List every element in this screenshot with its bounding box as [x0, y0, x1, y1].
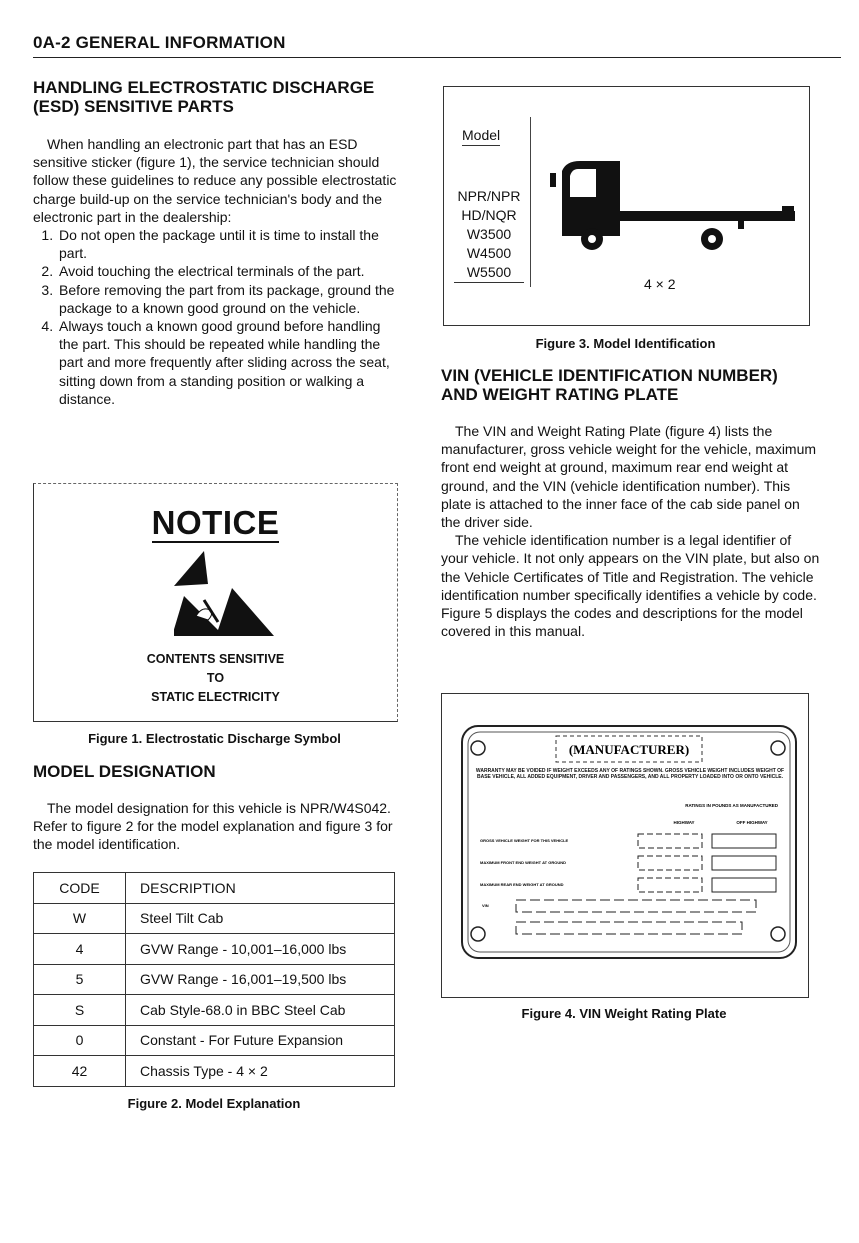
table-row	[34, 995, 395, 1026]
esd-heading	[33, 78, 403, 116]
figure4-caption: Figure 4. VIN Weight Rating Plate	[521, 1006, 727, 1021]
vin-heading	[441, 366, 821, 404]
esd-step: 2. Avoid touching the electrical terminals of the part.	[57, 262, 403, 280]
model-item: NPR/NPR	[457, 188, 521, 204]
esd-step: 1. Do not open the package until it is time to install the part.	[57, 226, 403, 262]
figure1-caption: Figure 1. Electrostatic Discharge Symbol	[88, 731, 341, 746]
esd-step: 3. Before removing the part from its package, ground the package to a known good ground on the vehicle.	[57, 281, 403, 317]
table-header-code: CODE	[34, 873, 126, 904]
model-label	[462, 127, 500, 143]
code-cell: 42	[34, 1056, 126, 1087]
plate-vin-label: VIN	[482, 903, 489, 908]
code-cell: S	[34, 995, 126, 1026]
model-list	[454, 187, 524, 283]
esd-hand-warning-icon	[174, 546, 274, 638]
header-rule	[33, 57, 841, 58]
vin-heading-line1: VIN (VEHICLE IDENTIFICATION NUMBER)	[441, 366, 778, 385]
description-cell: Chassis Type - 4 × 2	[126, 1056, 395, 1087]
notice-caption-line3: STATIC ELECTRICITY	[151, 690, 280, 704]
notice-title-text: NOTICE	[151, 504, 280, 541]
vin-para2: The vehicle identification number is a legal identifier of your vehicle. It not only appears on the VIN plate, but also on the Vehicle Certificates of Title and Registration. The vehicle identification number specifically identifies a vehicle by code. Figure 5 displays the codes and descriptions for the model covered in this manual.	[441, 532, 820, 640]
model-item: W3500	[466, 226, 512, 242]
notice-title	[34, 504, 397, 542]
esd-heading-line2: (ESD) SENSITIVE PARTS	[33, 97, 234, 116]
esd-step: 4. Always touch a known good ground before handling the part. This should be repeated while handling the part and more frequently after sliding across the seat, sitting down from a standing position or walking a distance.	[57, 317, 403, 408]
model-item: W4500	[466, 245, 512, 261]
model-designation-heading: MODEL DESIGNATION	[33, 762, 216, 781]
truck-illustration-icon	[542, 151, 797, 251]
model-code-table	[33, 872, 395, 1087]
rivet-icon	[771, 927, 785, 941]
plate-highway: HIGHWAY	[673, 820, 695, 825]
notice-caption-line1: CONTENTS SENSITIVE	[146, 652, 285, 666]
description-cell: GVW Range - 10,001–16,000 lbs	[126, 934, 395, 965]
figure3-caption: Figure 3. Model Identification	[535, 336, 716, 351]
esd-heading-line1: HANDLING ELECTROSTATIC DISCHARGE	[33, 78, 375, 97]
plate-row2: MAXIMUM FRONT END WEIGHT AT GROUND	[480, 860, 566, 865]
model-designation-section	[33, 762, 403, 854]
model-item: W5500	[454, 263, 524, 283]
esd-steps	[33, 226, 403, 408]
model-identification-figure	[443, 86, 810, 326]
code-cell: W	[34, 903, 126, 934]
vin-heading-line2: AND WEIGHT RATING PLATE	[441, 385, 679, 404]
rivet-icon	[471, 741, 485, 755]
table-row	[34, 903, 395, 934]
page-header	[33, 33, 833, 58]
rivet-icon	[771, 741, 785, 755]
model-item: HD/NQR	[461, 207, 517, 223]
table-row	[34, 934, 395, 965]
model-designation-text: The model designation for this vehicle is NPR/W4S042. Refer to figure 2 for the model explanation and figure 3 for the model identification.	[33, 800, 393, 853]
description-cell: Constant - For Future Expansion	[126, 1025, 395, 1056]
description-cell: Steel Tilt Cab	[126, 903, 395, 934]
notice-caption-line2: TO	[206, 671, 225, 685]
left-column	[33, 78, 403, 408]
vin-para1: The VIN and Weight Rating Plate (figure 4) lists the manufacturer, gross vehicle weight for the vehicle, maximum front end weight at ground, maximum rear end weight at ground, and the VIN (vehicle identification number). This plate is attached to the inner face of the cab side panel on the driver side.	[441, 423, 817, 531]
model-divider	[530, 117, 531, 287]
table-header-description: DESCRIPTION	[126, 873, 395, 904]
esd-intro: When handling an electronic part that has an ESD sensitive sticker (figure 1), the service technician should follow these guidelines to reduce any possible electrostatic charge build-up on the service technician's body and the electronic part in the dealership:	[33, 136, 397, 225]
plate-ratings-label: RATINGS IN POUNDS AS MANUFACTURED	[685, 803, 778, 808]
vin-plate-figure	[441, 693, 809, 998]
plate-off-highway: OFF HIGHWAY	[736, 820, 768, 825]
vin-weight-rating-plate	[460, 724, 798, 960]
code-cell: 4	[34, 934, 126, 965]
table-row	[34, 1025, 395, 1056]
notice-box	[33, 483, 398, 722]
plate-manufacturer: (MANUFACTURER)	[568, 742, 690, 757]
code-cell: 5	[34, 964, 126, 995]
code-cell: 0	[34, 1025, 126, 1056]
table-header-row	[34, 873, 395, 904]
vin-section	[441, 366, 821, 640]
description-cell: GVW Range - 16,001–19,500 lbs	[126, 964, 395, 995]
plate-row1: GROSS VEHICLE WEIGHT FOR THIS VEHICLE	[480, 838, 569, 843]
drive-type: 4 × 2	[644, 276, 676, 292]
rivet-icon	[471, 927, 485, 941]
table-row	[34, 964, 395, 995]
figure2-caption: Figure 2. Model Explanation	[127, 1096, 301, 1111]
model-label-text: Model	[462, 127, 500, 146]
plate-warranty: WARRANTY MAY BE VOIDED IF WEIGHT EXCEEDS ANY OF RATINGS SHOWN. GROSS VEHICLE WEIGHT INCLUDES WEIGHT OF BASE VEHICLE, ALL ADDED EQUIPMENT, DRIVER AND PASSENGERS, AND ALL PROPERTY LOADED INTO OR ONTO VEHICLE.	[475, 768, 785, 780]
description-cell: Cab Style-68.0 in BBC Steel Cab	[126, 995, 395, 1026]
notice-caption	[34, 650, 397, 707]
table-row	[34, 1056, 395, 1087]
page-title: 0A-2 GENERAL INFORMATION	[33, 33, 286, 52]
plate-row3: MAXIMUM REAR END WEIGHT AT GROUND	[480, 882, 564, 887]
